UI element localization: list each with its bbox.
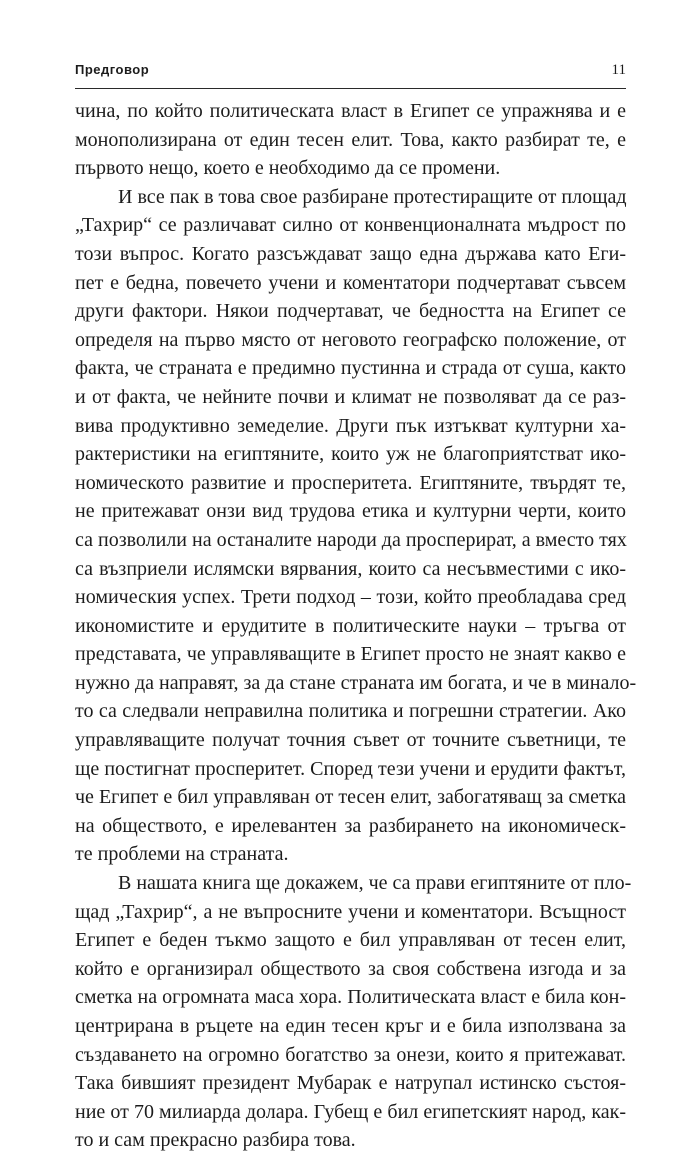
text-line: ще постигнат просперитет. Според тези учени и ерудити фактът,: [75, 757, 626, 780]
text-line: други фактори. Някои подчертават, че бедността на Египет се: [75, 300, 626, 323]
text-line: са позволили на останалите народи да просперират, а вместо тях: [75, 528, 627, 551]
text-line: и от факта, че нейните почви и климат не позволяват да се раз-: [75, 385, 626, 408]
text-line: факта, че страната е предимно пустинна и страда от суша, както: [75, 357, 626, 380]
book-page: [75, 62, 637, 1155]
text-line: ние от 70 милиарда долара. Губещ е бил египетският народ, как-: [75, 1100, 626, 1123]
text-line: на обществото, е ирелевантен за разбирането на икономическ-: [75, 814, 626, 837]
text-line: икономистите и ерудитите в политическите науки – тръгва от: [75, 614, 626, 637]
text-line: не притежават онзи вид трудова етика и културни черти, които: [75, 500, 626, 523]
text-line: първото нещо, което е необходимо да се промени.: [75, 157, 501, 180]
paragraph-first-line: И все пак в това свое разбиране протестиращите от площад: [118, 185, 627, 208]
text-line: то и сам прекрасно разбира това.: [75, 1129, 356, 1152]
text-line: номическото развитие и просперитета. Египтяните, твърдят те,: [75, 471, 626, 494]
paragraph-first-line: В нашата книга ще докажем, че са прави египтяните от пло-: [118, 872, 632, 895]
body-text: [75, 97, 637, 1155]
text-line: то са следвали неправилна политика и погрешни стратегии. Ако: [75, 700, 626, 723]
running-header: [75, 62, 626, 89]
text-line: „Тахрир“ се различават силно от конвенционалната мъдрост по: [75, 214, 626, 237]
text-line: Така бившият президент Мубарак е натрупал истинско състоя-: [75, 1072, 626, 1095]
text-line: Египет е беден тъкмо защото е бил управляван от тесен елит,: [75, 929, 626, 952]
text-line: който е организирал обществото за своя собствена изгода и за: [75, 957, 626, 980]
text-line: определя на първо място от неговото географско положение, от: [75, 328, 626, 351]
text-line: монополизирана от един тесен елит. Това, както разбират те, е: [75, 128, 626, 151]
page-number: 11: [611, 62, 626, 78]
section-title: Предговор: [75, 62, 150, 77]
text-line: са възприели ислямски вярвания, които са несъвместими с ико-: [75, 557, 626, 580]
text-line: управляващите получат точния съвет от точните съветници, те: [75, 729, 626, 752]
text-line: че Египет е бил управляван от тесен елит, забогатяващ за сметка: [75, 786, 626, 809]
text-line: този въпрос. Когато разсъждават защо една държава като Еги-: [75, 242, 626, 265]
text-line: номическия успех. Трети подход – този, който преобладава сред: [75, 586, 626, 609]
text-line: центрирана в ръцете на един тесен кръг и е била използвана за: [75, 1015, 626, 1037]
text-line: рактеристики на египтяните, които уж не благоприятстват ико-: [75, 443, 626, 466]
text-line: нужно да направят, за да стане страната им богата, и че в минало-: [75, 671, 637, 694]
text-line: щад „Тахрир“, а не въпросните учени и коментатори. Всъщност: [75, 900, 626, 923]
text-line: пет е бедна, повечето учени и коментатори подчертават съвсем: [75, 271, 626, 294]
text-line: вива продуктивно земеделие. Други пък изтъкват културни ха-: [75, 414, 626, 437]
text-line: представата, че управляващите в Египет просто не знаят какво е: [75, 643, 626, 666]
text-line: те проблеми на страната.: [75, 843, 289, 866]
text-line: създаването на огромно богатство за онези, които я притежават.: [75, 1043, 626, 1066]
text-line: сметка на огромната маса хора. Политическата власт е била кон-: [75, 986, 626, 1009]
text-line: чина, по който политическата власт в Египет се упражнява и е: [75, 100, 626, 122]
